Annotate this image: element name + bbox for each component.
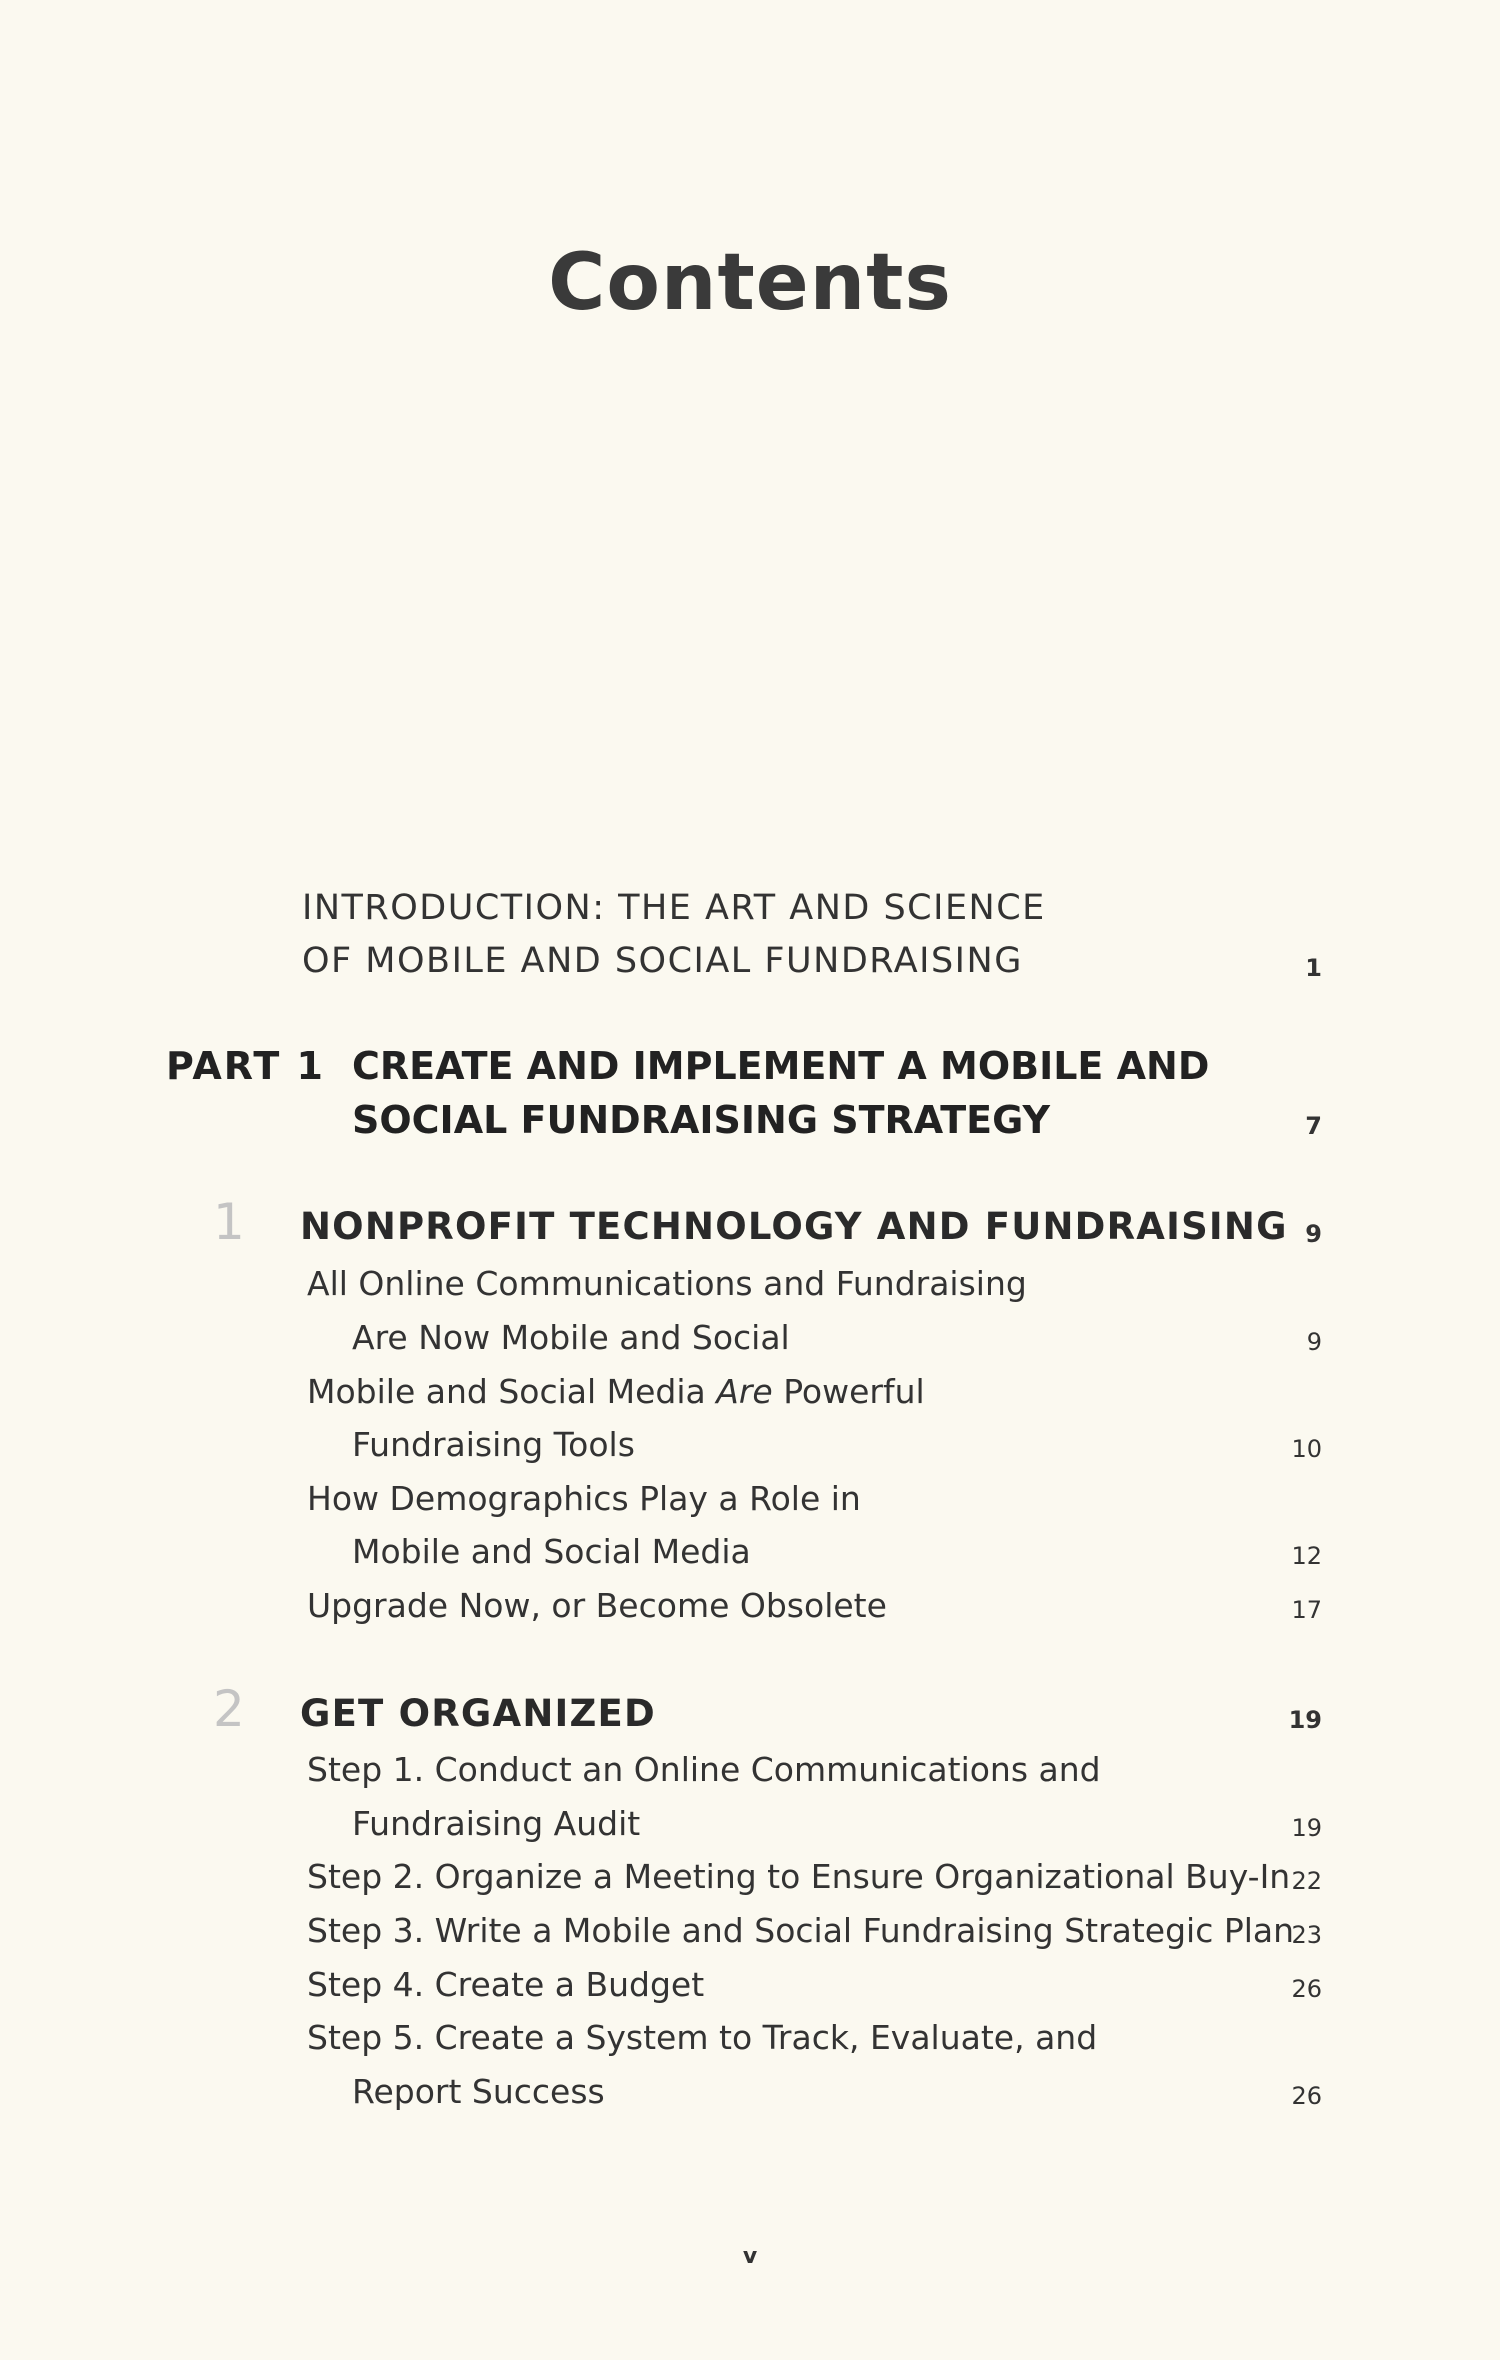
intro-page-number: 1 xyxy=(1305,954,1322,982)
page-title: Contents xyxy=(548,238,952,328)
toc-entry-line2: Fundraising Audit xyxy=(352,1804,641,1843)
chapter-title: NONPROFIT TECHNOLOGY AND FUNDRAISING xyxy=(300,1205,1288,1248)
part-page-number: 7 xyxy=(1305,1112,1322,1140)
toc-entry-line1: How Demographics Play a Role in xyxy=(307,1479,861,1518)
chapter-page-number: 19 xyxy=(1288,1706,1322,1734)
toc-entry-page: 12 xyxy=(1291,1542,1322,1570)
toc-entry-line2: Fundraising Tools xyxy=(352,1425,635,1464)
toc-entry-page: 23 xyxy=(1291,1921,1322,1949)
toc-entry-text: Mobile and Social Media xyxy=(307,1372,717,1411)
toc-entry-emphasis: Are xyxy=(716,1372,773,1411)
toc-entry-line2: Mobile and Social Media xyxy=(352,1532,751,1571)
toc-entry-page: 19 xyxy=(1291,1814,1322,1842)
part-title-line1: CREATE AND IMPLEMENT A MOBILE AND xyxy=(352,1044,1210,1088)
toc-entry-line1: Step 1. Conduct an Online Communications and xyxy=(307,1750,1101,1789)
part-label: PART 1 xyxy=(166,1044,325,1088)
toc-entry-line1: Step 2. Organize a Meeting to Ensure Organizational Buy-In xyxy=(307,1857,1291,1896)
toc-entry-text: Powerful xyxy=(772,1372,925,1411)
toc-entry-page: 26 xyxy=(1291,1975,1322,2003)
part-title-line2: SOCIAL FUNDRAISING STRATEGY xyxy=(352,1098,1051,1142)
chapter-number: 2 xyxy=(213,1680,245,1738)
toc-entry-line2: Are Now Mobile and Social xyxy=(352,1318,790,1357)
toc-entry-page: 26 xyxy=(1291,2082,1322,2110)
toc-entry-line2: Report Success xyxy=(352,2072,605,2111)
folio-page-number: v xyxy=(742,2244,758,2269)
toc-entry-line1: Step 4. Create a Budget xyxy=(307,1965,705,2004)
toc-entry-page: 22 xyxy=(1291,1867,1322,1895)
toc-entry-line1: Step 5. Create a System to Track, Evaluate, and xyxy=(307,2018,1098,2057)
toc-entry-line1: Step 3. Write a Mobile and Social Fundraising Strategic Plan xyxy=(307,1911,1295,1950)
intro-title-line1: INTRODUCTION: THE ART AND SCIENCE xyxy=(302,888,1046,928)
toc-entry-page: 9 xyxy=(1306,1328,1322,1356)
chapter-number: 1 xyxy=(213,1193,245,1251)
chapter-title: GET ORGANIZED xyxy=(300,1692,656,1735)
toc-entry-line1 xyxy=(307,1372,925,1411)
chapter-page-number: 9 xyxy=(1305,1220,1322,1248)
toc-entry-page: 10 xyxy=(1291,1435,1322,1463)
intro-title-line2: OF MOBILE AND SOCIAL FUNDRAISING xyxy=(302,941,1023,981)
toc-entry-line1: All Online Communications and Fundraising xyxy=(307,1264,1027,1303)
toc-entry-page: 17 xyxy=(1291,1596,1322,1624)
toc-entry-line1: Upgrade Now, or Become Obsolete xyxy=(307,1586,887,1625)
